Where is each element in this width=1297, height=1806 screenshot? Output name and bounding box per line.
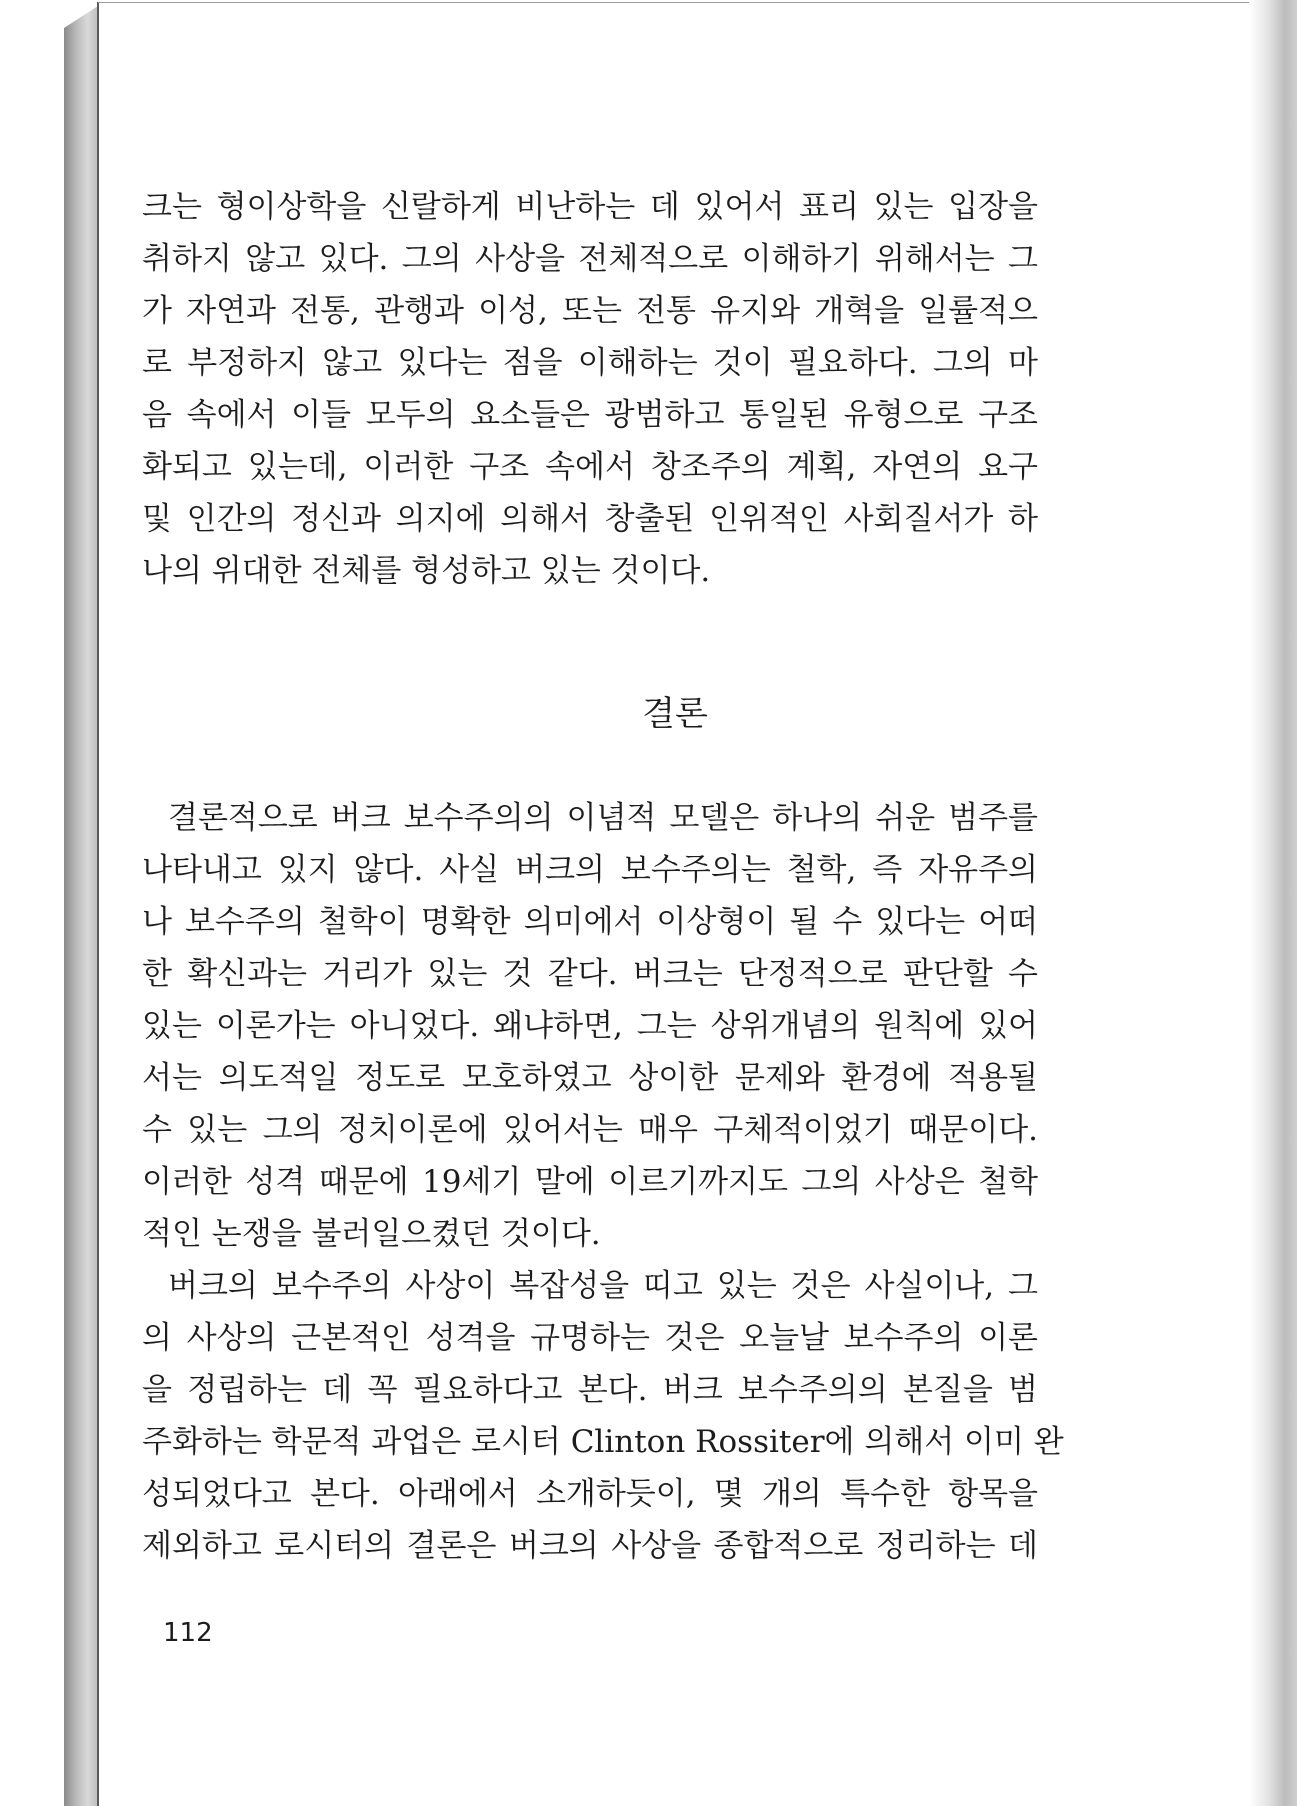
page-curl-edge <box>1249 0 1297 1806</box>
conclusion-paragraphs <box>142 792 1064 1572</box>
text-line: 나타내고 있지 않다. 사실 버크의 보수주의는 철학, 즉 자유주의 <box>142 852 1038 888</box>
text-line: 화되고 있는데, 이러한 구조 속에서 창조주의 계획, 자연의 요구 <box>142 449 1038 485</box>
text-line: 수 있는 그의 정치이론에 있어서는 매우 구체적이었기 때문이다. <box>142 1112 1038 1148</box>
text-line: 있는 이론가는 아니었다. 왜냐하면, 그는 상위개념의 원칙에 있어 <box>142 1008 1038 1044</box>
text-line: 나 보수주의 철학이 명확한 의미에서 이상형이 될 수 있다는 어떠 <box>142 904 1038 940</box>
page-number: 112 <box>163 1618 213 1648</box>
text-line: 취하지 않고 있다. 그의 사상을 전체적으로 이해하기 위해서는 그 <box>142 241 1038 277</box>
paragraph-continued <box>142 181 1038 597</box>
section-heading: 결론 <box>642 694 708 734</box>
text-line: 주화하는 학문적 과업은 로시터 Clinton Rossiter에 의해서 이미 완 <box>142 1424 1064 1460</box>
text-line: 의 사상의 근본적인 성격을 규명하는 것은 오늘날 보수주의 이론 <box>142 1320 1038 1356</box>
text-line: 및 인간의 정신과 의지에 의해서 창출된 인위적인 사회질서가 하 <box>142 501 1038 537</box>
text-line: 음 속에서 이들 모두의 요소들은 광범하고 통일된 유형으로 구조 <box>142 397 1038 433</box>
text-line: 성되었다고 본다. 아래에서 소개하듯이, 몇 개의 특수한 항목을 <box>142 1476 1038 1512</box>
text-line: 버크의 보수주의 사상이 복잡성을 띠고 있는 것은 사실이나, 그 <box>168 1268 1038 1304</box>
text-line: 나의 위대한 전체를 형성하고 있는 것이다. <box>142 553 711 589</box>
text-line: 제외하고 로시터의 결론은 버크의 사상을 종합적으로 정리하는 데 <box>142 1528 1038 1564</box>
text-line: 이러한 성격 때문에 19세기 말에 이르기까지도 그의 사상은 철학 <box>142 1164 1038 1200</box>
text-line: 적인 논쟁을 불러일으켰던 것이다. <box>142 1216 601 1252</box>
text-line: 로 부정하지 않고 있다는 점을 이해하는 것이 필요하다. 그의 마 <box>142 345 1038 381</box>
page-stack-edge <box>64 6 98 1806</box>
text-line: 서는 의도적일 정도로 모호하였고 상이한 문제와 환경에 적용될 <box>142 1060 1038 1096</box>
text-line: 결론적으로 버크 보수주의의 이념적 모델은 하나의 쉬운 범주를 <box>168 800 1038 836</box>
text-line: 크는 형이상학을 신랄하게 비난하는 데 있어서 표리 있는 입장을 <box>142 189 1038 225</box>
text-line: 한 확신과는 거리가 있는 것 같다. 버크는 단정적으로 판단할 수 <box>142 956 1038 992</box>
text-line: 을 정립하는 데 꼭 필요하다고 본다. 버크 보수주의의 본질을 범 <box>142 1372 1038 1408</box>
text-line: 가 자연과 전통, 관행과 이성, 또는 전통 유지와 개혁을 일률적으 <box>142 293 1038 329</box>
